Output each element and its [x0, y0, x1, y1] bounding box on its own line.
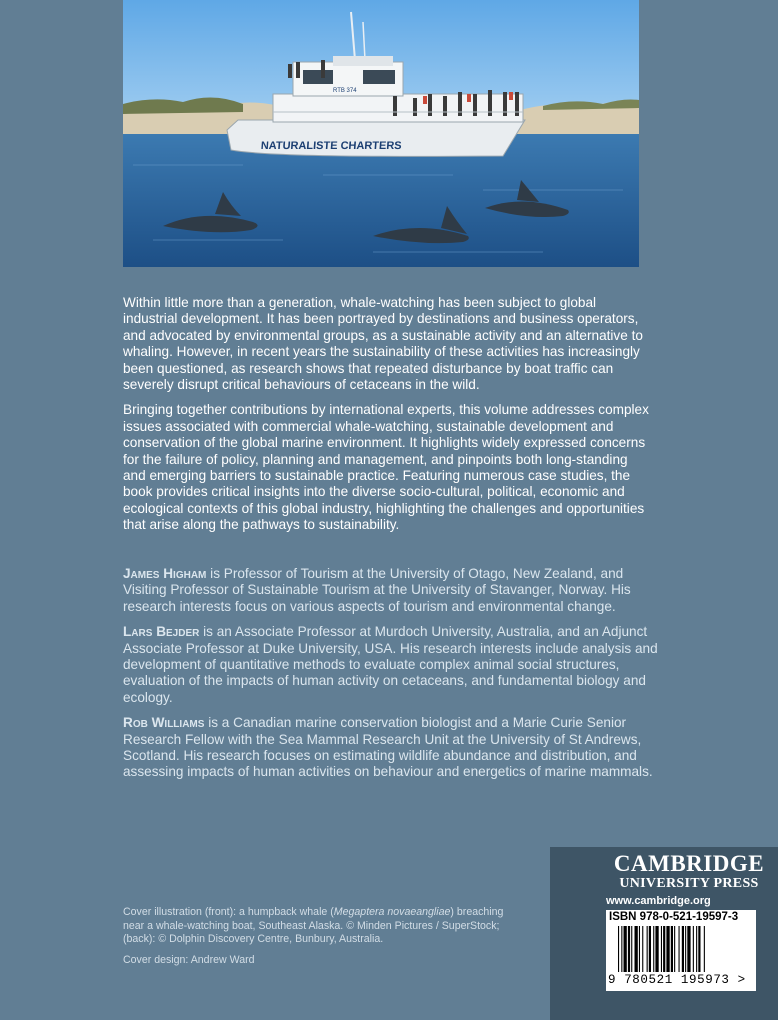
boat-number: RTB 374 [333, 88, 357, 94]
bio-text: is Professor of Tourism at the University of Otago, New Zealand, and Visiting Professor of Sustainable Tourism at the University of Stavanger, Norway. His research interests focus on various aspects of tourism and environmental change. [123, 566, 631, 614]
illustration-credit: Cover illustration (front): a humpback whale (Megaptera novaeangliae) breaching near a whale-watching boat, Southeast Alaska. © Minden Pictures / SuperStock; (back): © Dolphin Discovery Centre, Bunbury, Australia. [123, 906, 504, 946]
species-name: Megaptera novaeangliae [333, 906, 451, 918]
author-name: Lars Bejder [123, 624, 200, 640]
isbn-text: ISBN 978-0-521-19597-3 [609, 911, 739, 923]
description-paragraph-1: Within little more than a generation, whale-watching has been subject to global industrial development. It has been portrayed by destinations and business operators, and advocated by environmental groups, as a sustainable activity and an alternative to whaling. However, in recent years the sustainability of these activities has increasingly been questioned, as research shows that repeated disturbance by boat traffic can severely disrupt critical behaviours of cetaceans in the wild. [123, 295, 643, 393]
bio-higham [123, 566, 663, 615]
design-credit: Cover design: Andrew Ward [123, 953, 255, 966]
book-description [123, 295, 653, 543]
isbn-barcode [606, 910, 756, 991]
bio-williams [123, 715, 663, 781]
boat-label: NATURALISTE CHARTERS [260, 140, 403, 152]
publisher-name: CAMBRIDGE [613, 851, 765, 876]
publisher-website: www.cambridge.org [606, 895, 711, 907]
author-name: Rob Williams [123, 715, 205, 731]
bio-text: is an Associate Professor at Murdoch University, Australia, and an Adjunct Associate Professor at Duke University, USA. His research interests include analysis and development of quantitative methods to evaluate complex animal social structures, evaluation of the impacts of human activity on cetaceans, and fundamental biology and ecology. [123, 624, 658, 705]
cover-credits [123, 906, 523, 974]
barcode-digits: 9 780521 195973 > [608, 973, 746, 987]
publisher-press: UNIVERSITY PRESS [619, 876, 759, 891]
bio-bejder [123, 624, 663, 706]
author-name: James Higham [123, 566, 207, 581]
cover-photo [123, 0, 639, 267]
bio-text: is a Canadian marine conservation biologist and a Marie Curie Senior Research Fellow with the Sea Mammal Research Unit at the University of St Andrews, Scotland. His research focuses on estimating wildlife abundance and distribution, and assessing impacts of human activities on behaviour and energetics of marine mammals. [123, 715, 653, 780]
publisher-block [550, 847, 778, 1020]
author-bios [123, 566, 663, 790]
description-paragraph-2: Bringing together contributions by international experts, this volume addresses complex issues associated with commercial whale-watching, sustainable development and conservation of the global marine environment. It highlights widely expressed concerns for the failure of policy, planning and management, and pinpoints both long-standing and emerging barriers to sustainable practice. Featuring numerous case studies, the book provides critical insights into the diverse socio-cultural, political, economic and ecological contexts of this global industry, highlighting the challenges and opportunities that arise along the pathways to sustainability. [123, 402, 649, 533]
